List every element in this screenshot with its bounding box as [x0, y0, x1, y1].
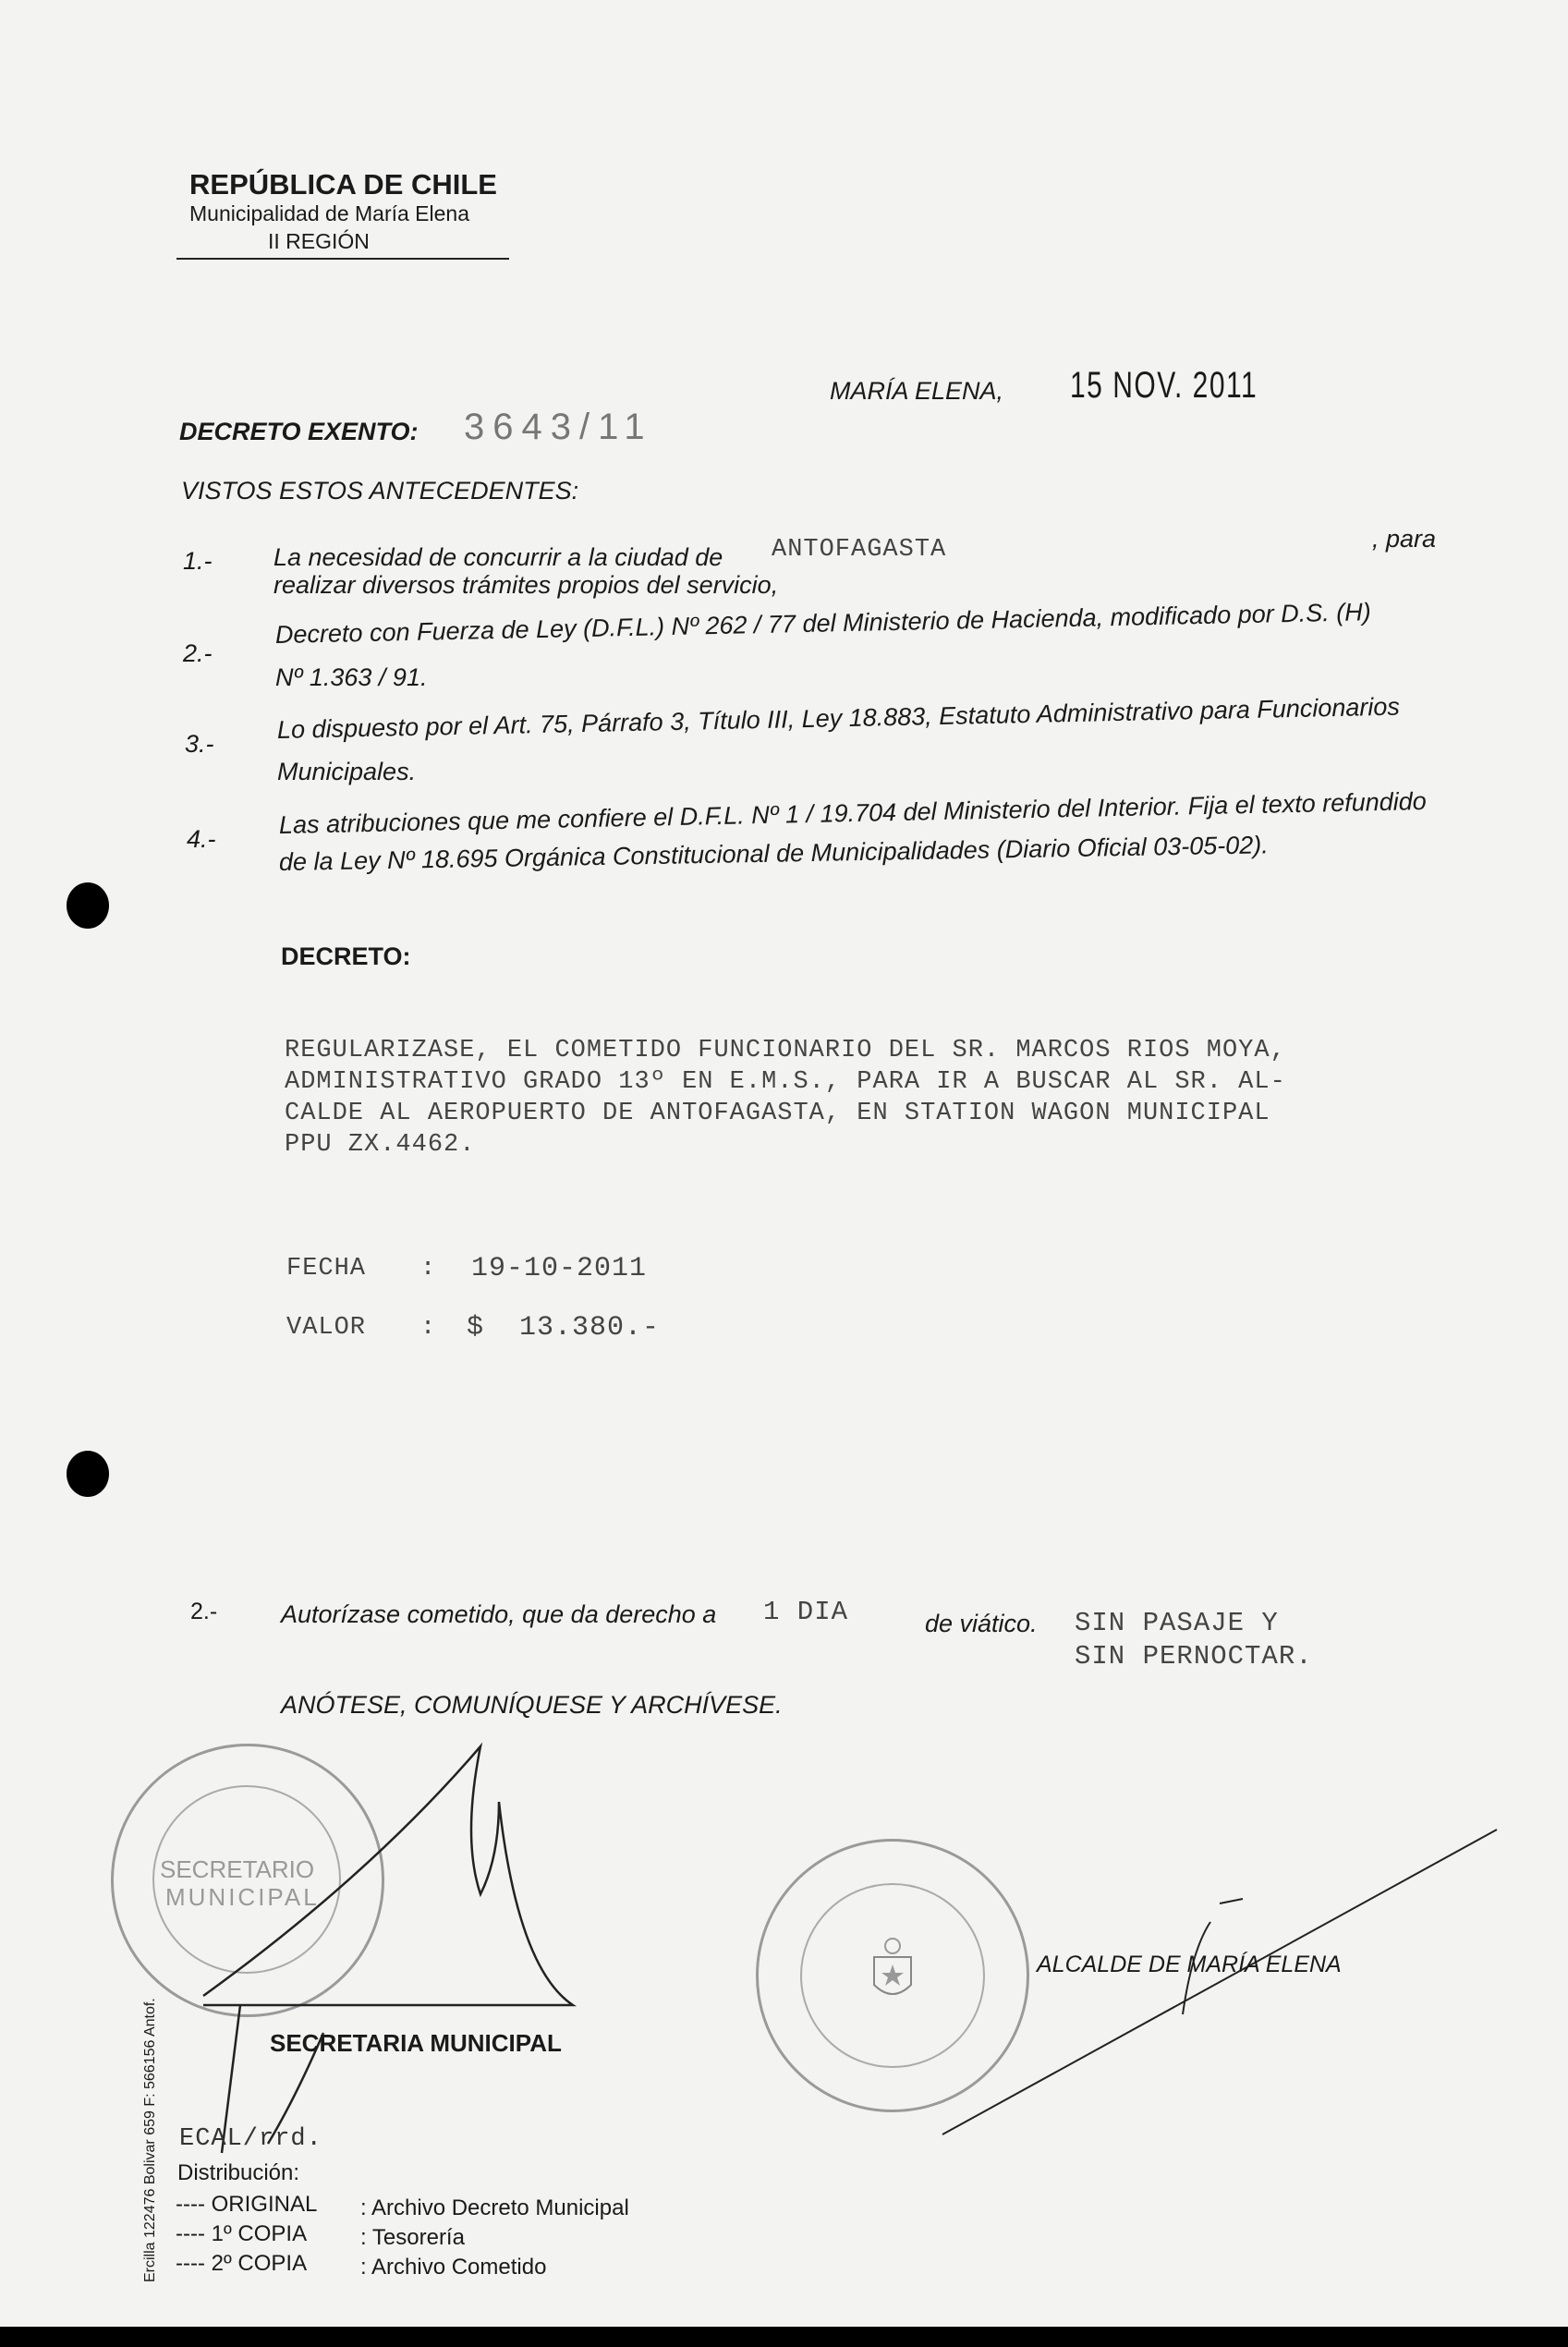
distribution-copy: ---- 1º COPIA	[176, 2221, 308, 2246]
punch-hole	[67, 882, 109, 929]
decreto-body	[285, 1035, 1286, 1161]
distribution-destination: : Archivo Cometido	[360, 2255, 547, 2280]
header-region: II REGIÓN	[268, 229, 370, 253]
distribution-copy: ---- ORIGINAL	[176, 2192, 318, 2217]
decreto-body-line: REGULARIZASE, EL COMETIDO FUNCIONARIO DEL SR. MARCOS RIOS MOYA,	[285, 1037, 1286, 1064]
place-label: MARÍA ELENA,	[830, 377, 1004, 405]
valor-separator: :	[420, 1314, 437, 1342]
mayor-signature-label: ALCALDE DE MARÍA ELENA	[1037, 1952, 1342, 1977]
stamp-center-text: SECRETARIO	[160, 1855, 315, 1883]
item2-note: SIN PASAJE Y	[1075, 1608, 1279, 1638]
secretary-signature-label: SECRETARIA MUNICIPAL	[270, 2029, 562, 2057]
vistos-item-text-line2: realizar diversos trámites propios del servicio,	[273, 571, 779, 599]
closing-formula: ANÓTESE, COMUNÍQUESE Y ARCHÍVESE.	[281, 1691, 783, 1719]
vistos-item-tail: , para	[1372, 525, 1437, 553]
item2-viatico: de viático.	[925, 1610, 1038, 1637]
fecha-separator: :	[420, 1255, 437, 1283]
vistos-item-text-line2: Nº 1.363 / 91.	[275, 663, 428, 691]
item2-days: 1 DIA	[763, 1597, 849, 1627]
signature-strokes	[0, 1709, 1568, 2171]
fecha-value: 19-10-2011	[471, 1253, 648, 1284]
decreto-body-line: ADMINISTRATIVO GRADO 13º EN E.M.S., PARA IR A BUSCAR AL SR. AL-	[285, 1068, 1286, 1096]
header-municipality: Municipalidad de María Elena	[189, 201, 470, 225]
scan-border	[0, 2327, 1568, 2347]
decree-label: DECRETO EXENTO:	[179, 418, 419, 445]
valor-value: $ 13.380.-	[467, 1312, 661, 1344]
distribution-copy: ---- 2º COPIA	[176, 2251, 308, 2276]
vistos-item-number: 2.-	[183, 639, 213, 667]
vistos-item-text-line2: Municipales.	[277, 758, 417, 785]
decreto-body-line: CALDE AL AEROPUERTO DE ANTOFAGASTA, EN STATION WAGON MUNICIPAL	[285, 1100, 1270, 1127]
vistos-item-number: 4.-	[187, 825, 216, 853]
distribution-destination: : Archivo Decreto Municipal	[360, 2195, 629, 2220]
vistos-item-text: La necesidad de concurrir a la ciudad de	[273, 543, 723, 571]
vistos-item-number: 1.-	[183, 547, 213, 575]
decree-number: 3643/11	[464, 407, 653, 447]
item2-number: 2.-	[190, 1599, 218, 1624]
vistos-item-text-line2: de la Ley Nº 18.695 Orgánica Constitucional de Municipalidades (Diario Oficial 03-05-02).	[278, 831, 1270, 876]
vistos-item-text: Decreto con Fuerza de Ley (D.F.L.) Nº 262 / 77 del Ministerio de Hacienda, modificado por D.S. (H)	[274, 598, 1371, 649]
date-stamp: 15 NOV. 2011	[1070, 365, 1258, 406]
printer-imprint: Ercilla 122476 Bolivar 659 F: 566156 Antof.	[142, 1998, 158, 2282]
header-country: REPÚBLICA DE CHILE	[189, 168, 497, 201]
fecha-label: FECHA	[286, 1255, 367, 1283]
decreto-heading: DECRETO:	[281, 942, 411, 970]
item2-text: Autorízase cometido, que da derecho a	[281, 1600, 717, 1628]
distribution-heading: Distribución:	[177, 2160, 300, 2185]
item2-note: SIN PERNOCTAR.	[1075, 1641, 1313, 1672]
distribution-destination: : Tesorería	[360, 2225, 465, 2250]
header-underline	[176, 258, 509, 260]
vistos-item-city: ANTOFAGASTA	[772, 536, 947, 564]
decreto-body-line: PPU ZX.4462.	[285, 1131, 476, 1159]
vistos-item-number: 3.-	[185, 730, 214, 758]
valor-label: VALOR	[286, 1314, 367, 1342]
punch-hole	[67, 1451, 109, 1497]
initials: ECAL/rrd.	[179, 2125, 322, 2153]
vistos-item-text: Lo dispuesto por el Art. 75, Párrafo 3, Título III, Ley 18.883, Estatuto Administrativo para Funcionarios	[276, 692, 1401, 744]
stamp-center-text: MUNICIPAL	[165, 1883, 320, 1911]
vistos-heading: VISTOS ESTOS ANTECEDENTES:	[181, 477, 579, 505]
vistos-item-text: Las atribuciones que me confiere el D.F.L. Nº 1 / 19.704 del Ministerio del Interior. Fija el texto refundido	[278, 786, 1428, 839]
